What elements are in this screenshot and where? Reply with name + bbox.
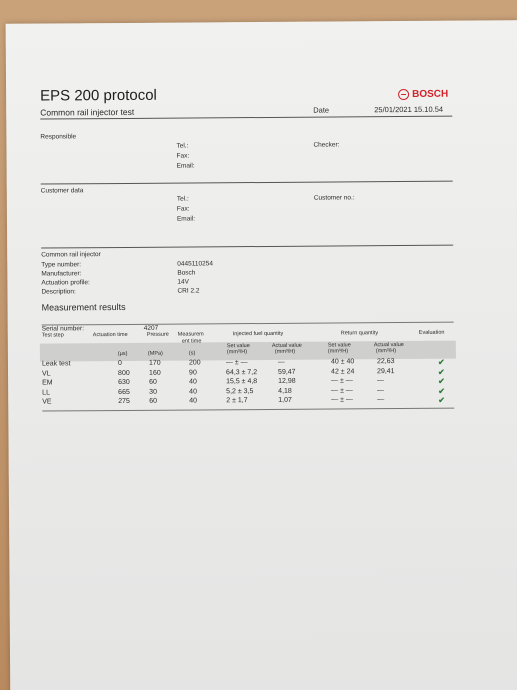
row-ret-set-value: 40 ± 40	[330, 358, 355, 366]
row-measurement-time: 40	[189, 387, 197, 396]
row-step: EM	[42, 379, 53, 387]
row-inj-set-value: 15,5 ± 4,8	[226, 378, 258, 386]
row-ret-set-value: — ± —	[331, 396, 353, 404]
row-pressure: 30	[149, 388, 157, 396]
row-inj-actual-value: —	[277, 358, 285, 366]
row-step: VL	[42, 369, 51, 378]
row-ret-actual-value: 22,63	[376, 358, 395, 366]
actuation-unit: (µs)	[117, 350, 128, 358]
row-step: Leak test	[41, 360, 71, 368]
row-evaluation-check: ✔	[438, 376, 445, 386]
row-inj-set-value: 64,3 ± 7,2	[226, 368, 258, 376]
col-injected-quantity: Injected fuel quantity	[232, 330, 284, 338]
row-evaluation-check: ✔	[438, 367, 445, 377]
type-number-value: 0445110254	[177, 260, 213, 268]
checker-label: Checker:	[313, 141, 340, 149]
row-evaluation-check: ✔	[438, 395, 445, 405]
inj-actual-unit: (mm³/H)	[274, 348, 296, 355]
row-ret-actual-value: —	[377, 396, 385, 404]
row-evaluation-check: ✔	[437, 357, 445, 367]
inj-actual-value-header: Actual value	[271, 342, 302, 349]
row-measurement-time: 40	[189, 397, 198, 405]
description-value: CRI 2.2	[177, 287, 200, 295]
customer-email: Email:	[176, 215, 196, 223]
col-measurement-time-2: ent time	[181, 338, 202, 345]
row-inj-set-value: 2 ± 1,7	[226, 397, 248, 405]
row-pressure: 60	[149, 378, 157, 386]
col-test-step: Test step	[41, 332, 64, 339]
customer-divider	[41, 245, 453, 249]
row-actuation-time: 630	[118, 378, 130, 387]
brand-logo	[398, 89, 448, 100]
serial-rule-top	[42, 322, 454, 326]
row-actuation-time: 275	[118, 397, 130, 406]
actuation-profile-value: 14V	[177, 278, 190, 286]
description-label: Description:	[41, 288, 76, 296]
row-ret-set-value: — ± —	[331, 377, 353, 385]
protocol-sheet	[6, 20, 517, 690]
ret-actual-unit: (mm³/H)	[375, 348, 397, 355]
type-number-label: Type number:	[41, 261, 82, 269]
ret-set-value-header: Set value	[327, 342, 351, 349]
injector-label: Common rail injector	[41, 251, 101, 259]
row-ret-actual-value: 29,41	[377, 367, 395, 375]
brand-name: BOSCH	[412, 88, 449, 100]
row-ret-set-value: 42 ± 24	[331, 367, 355, 376]
responsible-email: Email:	[176, 162, 195, 170]
row-pressure: 170	[148, 359, 161, 367]
measurement-time-unit: (s)	[188, 350, 196, 357]
row-evaluation-check: ✔	[438, 386, 445, 396]
col-evaluation: Evaluation	[418, 329, 445, 336]
row-actuation-time: 800	[118, 369, 130, 377]
row-step: VE	[42, 398, 52, 406]
ret-actual-value-header: Actual value	[373, 342, 404, 349]
customer-label: Customer data	[40, 187, 84, 195]
customer-tel: Tel.:	[176, 195, 189, 203]
date-value: 25/01/2021 15.10.54	[374, 104, 444, 115]
inj-set-unit: (mm³/H)	[226, 349, 248, 356]
col-actuation-time: Actuation time	[92, 331, 128, 339]
serial-number-value: 4207	[143, 324, 159, 332]
row-pressure: 60	[149, 397, 158, 405]
customer-fax: Fax:	[176, 205, 190, 213]
row-step: LL	[42, 388, 50, 397]
row-inj-actual-value: 4,18	[278, 387, 292, 395]
responsible-fax: Fax:	[176, 152, 190, 160]
date-label: Date	[313, 105, 330, 115]
document-subtitle: Common rail injector test	[40, 106, 135, 118]
row-measurement-time: 40	[189, 378, 197, 386]
row-ret-set-value: — ± —	[331, 386, 353, 395]
row-inj-actual-value: 59,47	[278, 368, 296, 376]
row-ret-actual-value: —	[377, 386, 385, 394]
pressure-unit: (MPa)	[147, 350, 163, 357]
row-pressure: 160	[149, 369, 161, 377]
col-measurement-time-1: Measurem	[177, 331, 204, 338]
measurement-heading: Measurement results	[41, 301, 126, 313]
manufacturer-value: Bosch	[177, 269, 196, 277]
responsible-label: Responsible	[40, 133, 77, 141]
manufacturer-label: Manufacturer:	[41, 270, 82, 278]
ret-set-unit: (mm³/H)	[327, 348, 349, 355]
table-bottom-rule	[42, 407, 454, 411]
responsible-divider	[41, 181, 453, 185]
row-actuation-time: 0	[117, 359, 122, 368]
col-pressure: Pressure	[146, 331, 169, 338]
actuation-profile-label: Actuation profile:	[41, 279, 90, 287]
row-inj-actual-value: 1,07	[278, 396, 292, 404]
row-measurement-time: 200	[188, 359, 201, 367]
serial-number-label: Serial number:	[41, 325, 85, 333]
row-inj-set-value: 5,2 ± 3,5	[226, 387, 254, 395]
document-title: EPS 200 protocol	[40, 86, 157, 105]
row-inj-actual-value: 12,98	[278, 377, 296, 385]
inj-set-value-header: Set value	[226, 343, 250, 350]
row-actuation-time: 665	[118, 388, 130, 396]
customer-no-label: Customer no.:	[313, 194, 355, 202]
responsible-tel: Tel.:	[176, 142, 189, 150]
row-measurement-time: 90	[189, 368, 197, 377]
col-return-quantity: Return quantity	[340, 330, 379, 337]
row-ret-actual-value: —	[377, 377, 385, 385]
bosch-logo-icon	[398, 89, 409, 100]
row-inj-set-value: — ± —	[225, 359, 248, 367]
